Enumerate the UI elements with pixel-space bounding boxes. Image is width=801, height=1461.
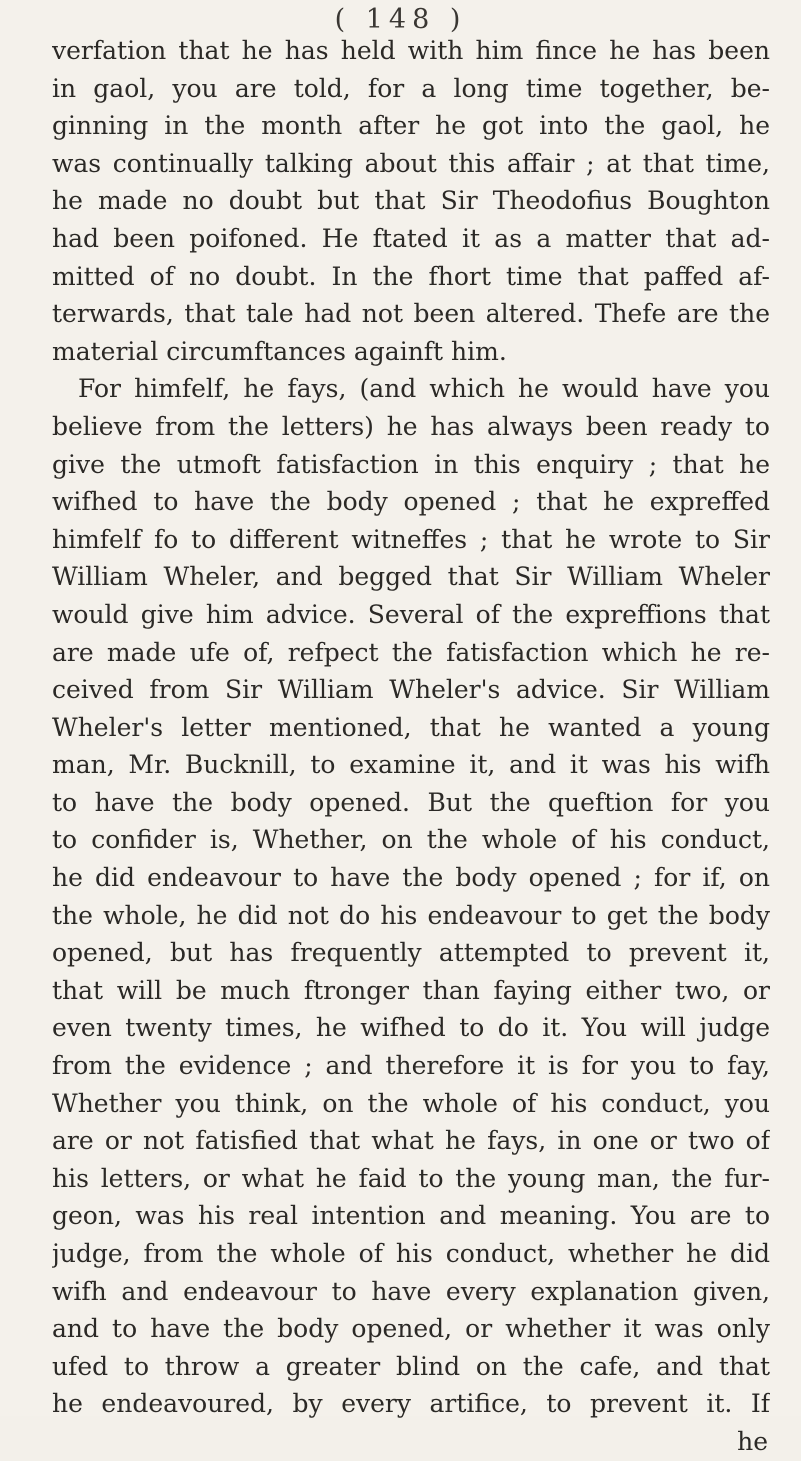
text-line: to confider is, Whether, on the whole of his conduct, [52,825,770,855]
text-line: judge, from the whole of his conduct, whether he did [52,1239,770,1268]
text-line: William Wheler, and begged that Sir William Wheler [52,562,770,592]
text-line: material circumftances againft him. [52,336,507,366]
text-line: Whether you think, on the whole of his conduct, you [52,1088,770,1118]
text-line: he endeavoured, by every artifice, to prevent it. If [52,1389,770,1419]
text-line: had been poifoned. He ftated it as a matter that ad- [52,223,770,253]
text-line: ginning in the month after he got into the gaol, he [52,111,770,141]
text-line: from the evidence ; and therefore it is for you to fay, [52,1051,770,1081]
text-line: are or not fatisfied that what he fays, in one or two of [52,1126,770,1156]
text-line: are made ufe of, refpect the fatisfaction which he re- [52,637,770,667]
text-line: believe from the letters) he has always been ready to [52,411,770,441]
body-text [52,32,770,1461]
paragraph-start-line: For himfelf, he fays, (and which he would have you [78,374,770,404]
text-line: terwards, that tale had not been altered. Thefe are the [52,299,770,329]
text-line: he made no doubt but that Sir Theodofius Boughton [52,186,770,216]
text-line: he did endeavour to have the body opened ; for if, on [52,863,770,893]
text-line: opened, but has frequently attempted to prevent it, [52,938,770,968]
text-line: the whole, he did not do his endeavour to get the body [52,900,770,930]
text-line: even twenty times, he wifhed to do it. You will judge [52,1013,770,1043]
text-line: mitted of no doubt. In the fhort time that paffed af- [52,261,770,291]
text-line: was continually talking about this affair ; at that time, [52,148,770,178]
catchword: he [737,1426,768,1456]
text-line: and to have the body opened, or whether it was only [52,1314,770,1344]
page-number: ( 148 ) [334,4,467,35]
text-line: would give him advice. Several of the expreffions that [52,599,770,629]
text-line: give the utmoft fatisfaction in this enquiry ; that he [52,449,770,479]
text-line: that will be much ftronger than faying either two, or [52,975,770,1005]
text-line: to have the body opened. But the queftion for you [52,787,770,817]
text-line: verfation that he has held with him fince he has been [52,36,770,65]
text-line: man, Mr. Bucknill, to examine it, and it was his wifh [52,750,770,780]
text-line: wifh and endeavour to have every explanation given, [52,1276,770,1306]
text-line: himfelf fo to different witneffes ; that he wrote to Sir [52,524,770,554]
text-line: in gaol, you are told, for a long time together, be- [52,73,770,103]
text-line: his letters, or what he faid to the young man, the fur- [52,1163,770,1193]
text-line: ufed to throw a greater blind on the cafe, and that [52,1351,770,1381]
text-line: ceived from Sir William Wheler's advice. Sir William [52,675,770,705]
text-line: geon, was his real intention and meaning. You are to [52,1201,770,1231]
text-line: Wheler's letter mentioned, that he wanted a young [52,712,770,742]
text-line: wifhed to have the body opened ; that he expreffed [52,487,770,517]
